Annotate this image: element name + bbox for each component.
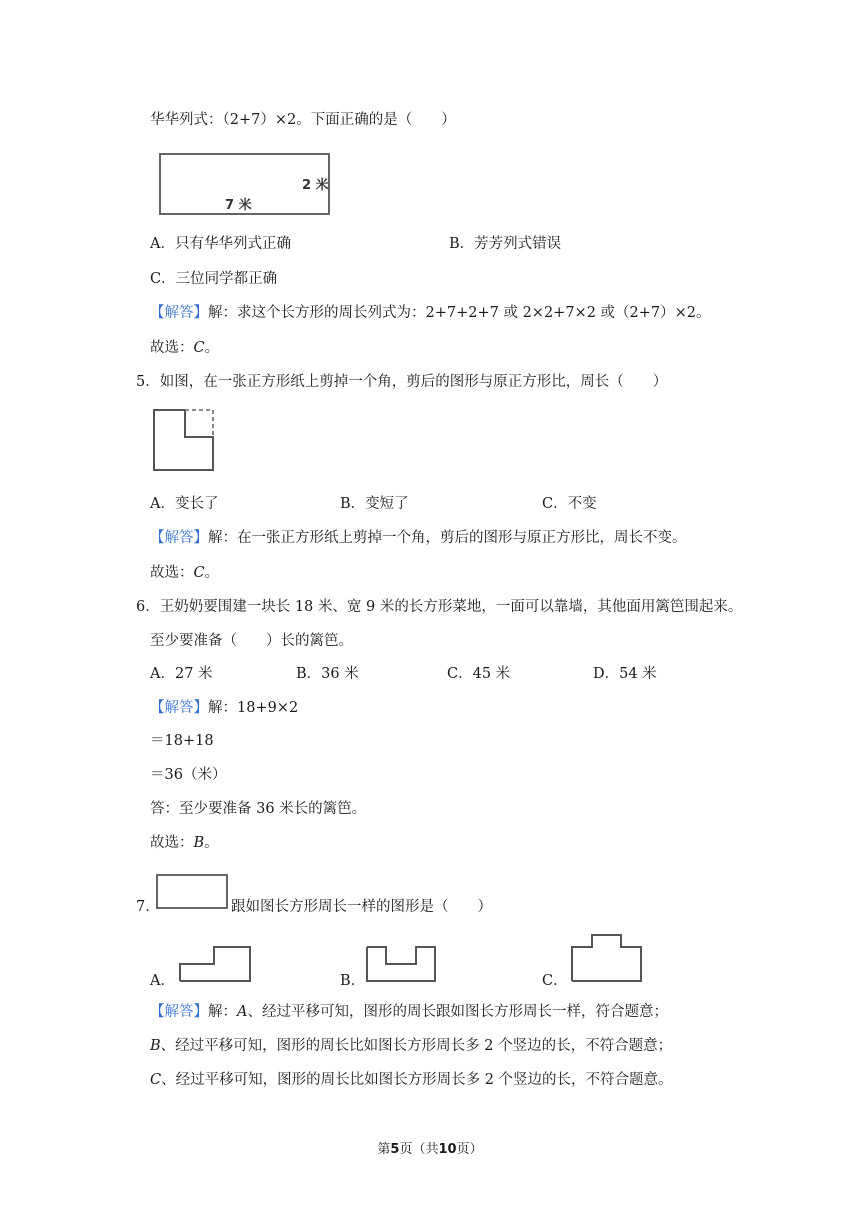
q4-length-label: 7 米 <box>225 198 252 213</box>
q5-answer-text: 解：在一张正方形纸上剪掉一个角，剪后的图形与原正方形比，周长不变。 <box>208 530 687 546</box>
q5-option-b: B．变短了 <box>340 496 409 512</box>
answer-tag: 【解答】 <box>150 305 208 321</box>
q5-answer <box>150 528 687 548</box>
choice-suffix: 。 <box>204 835 219 851</box>
q6-option-c: C．45 米 <box>447 666 511 682</box>
q4-answer <box>150 303 711 323</box>
answer-tag: 【解答】 <box>150 700 208 716</box>
q6-stem-line1: 6．王奶奶要围建一块长 18 米、宽 9 米的长方形菜地，一面可以靠墙，其他面用篱笆围起来。 <box>136 599 743 615</box>
footer-middle: 页（共 <box>399 1142 439 1157</box>
q7-option-a-figure <box>177 944 253 984</box>
q7-option-c-figure <box>569 932 645 984</box>
q7-answer-line2-text: 、经过平移可知，图形的周长比如图长方形周长多 2 个竖边的长，不符合题意； <box>160 1038 673 1054</box>
q6-option-b: B．36 米 <box>296 666 359 682</box>
choice-letter: C <box>193 340 205 356</box>
q7-answer-letter-b: B <box>150 1038 161 1054</box>
q6-answer-line3: ＝36（米） <box>150 767 227 783</box>
choice-letter: C <box>193 565 205 581</box>
q6-stem-line2: 至少要准备（ ）长的篱笆。 <box>150 633 353 649</box>
answer-tag: 【解答】 <box>150 1004 208 1020</box>
q7-reference-rectangle <box>156 874 228 910</box>
q6-answer <box>150 698 298 718</box>
q4-stem: 华华列式：（2+7）×2。下面正确的是（ ） <box>150 112 456 128</box>
q7-number: 7． <box>136 899 160 915</box>
q7-answer-line3 <box>150 1070 673 1090</box>
q6-answer-line2: ＝18+18 <box>150 733 214 749</box>
q7-option-b: B． <box>340 973 366 989</box>
q4-option-b: B．芳芳列式错误 <box>449 236 562 252</box>
q6-option-d: D．54 米 <box>593 666 657 682</box>
q6-choice <box>150 833 219 853</box>
q5-cut-square-figure <box>152 408 216 472</box>
choice-prefix: 故选： <box>150 565 194 581</box>
q7-option-c: C． <box>542 973 568 989</box>
q5-choice <box>150 563 219 583</box>
q7-answer-line1: 、经过平移可知，图形的周长跟如图长方形周长一样，符合题意； <box>247 1004 668 1020</box>
q6-option-a: A．27 米 <box>150 666 213 682</box>
q4-answer-text: 解：求这个长方形的周长列式为：2+7+2+7 或 2×2+7×2 或（2+7）×2。 <box>208 305 711 321</box>
q7-stem: 跟如图长方形周长一样的图形是（ ） <box>231 899 492 915</box>
q7-answer <box>150 1002 668 1022</box>
choice-suffix: 。 <box>204 565 220 581</box>
q6-answer-line1: 解：18+9×2 <box>208 700 299 716</box>
q5-option-c: C．不变 <box>542 496 597 512</box>
q4-rectangle-figure <box>159 153 331 215</box>
q7-answer-line3-text: 、经过平移可知，图形的周长比如图长方形周长多 2 个竖边的长，不符合题意。 <box>161 1072 673 1088</box>
footer-suffix: 页） <box>456 1142 483 1157</box>
q7-option-a: A． <box>150 973 175 989</box>
choice-letter: B <box>193 835 205 851</box>
q5-option-a: A．变长了 <box>150 496 219 512</box>
q7-answer-letter-a: A <box>237 1004 248 1020</box>
choice-suffix: 。 <box>204 340 220 356</box>
q5-stem: 5．如图，在一张正方形纸上剪掉一个角，剪后的图形与原正方形比，周长（ ） <box>136 374 668 390</box>
choice-prefix: 故选： <box>150 340 194 356</box>
q6-answer-line4: 答：至少要准备 36 米长的篱笆。 <box>150 801 367 817</box>
q4-option-c: C．三位同学都正确 <box>150 271 278 287</box>
q4-choice <box>150 338 219 358</box>
choice-prefix: 故选： <box>150 835 194 851</box>
q7-answer-line2 <box>150 1036 672 1056</box>
page-footer <box>0 1138 860 1157</box>
answer-tag: 【解答】 <box>150 530 208 546</box>
footer-page-number: 5 <box>390 1142 400 1157</box>
footer-prefix: 第 <box>377 1142 391 1157</box>
q7-answer-letter-c: C <box>150 1072 162 1088</box>
q7-option-b-figure <box>364 944 440 984</box>
q4-option-a: A．只有华华列式正确 <box>150 236 291 252</box>
q4-width-label: 2 米 <box>302 178 329 193</box>
q7-answer-prefix: 解： <box>208 1004 237 1020</box>
footer-total-pages: 10 <box>438 1142 457 1157</box>
